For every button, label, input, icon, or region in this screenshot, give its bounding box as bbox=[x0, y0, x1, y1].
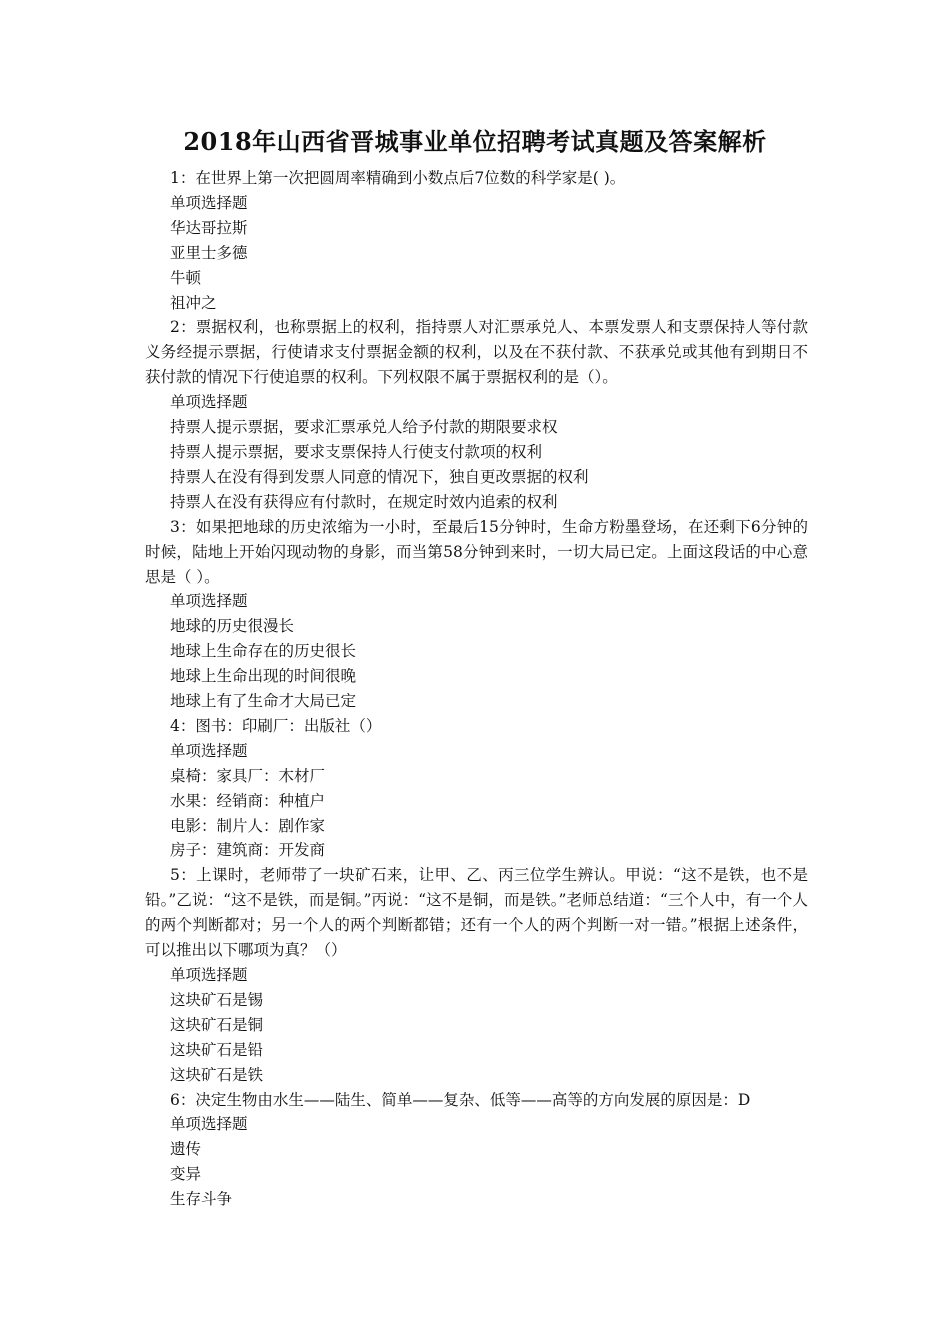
answer-option: 持票人提示票据，要求支票保持人行使支付款项的权利 bbox=[170, 442, 543, 461]
answer-option: 房子：建筑商：开发商 bbox=[170, 841, 326, 860]
answer-option: 地球的历史很漫长 bbox=[170, 617, 295, 636]
answer-option: 持票人在没有获得应有付款时，在规定时效内追索的权利 bbox=[170, 492, 558, 511]
question-type: 单项选择题 bbox=[170, 966, 248, 984]
answer-option: 桌椅：家具厂：木材厂 bbox=[170, 766, 326, 785]
answer-option: 祖冲之 bbox=[170, 293, 217, 312]
question-6 bbox=[145, 1088, 808, 1213]
question-5 bbox=[145, 863, 808, 1087]
question-stem: 6：决定生物由水生——陆生、简单——复杂、低等——高等的方向发展的原因是：D bbox=[170, 1090, 751, 1109]
answer-option: 持票人在没有得到发票人同意的情况下，独自更改票据的权利 bbox=[170, 467, 589, 486]
answer-option: 牛顿 bbox=[170, 268, 202, 287]
question-2 bbox=[145, 315, 808, 514]
answer-option: 遗传 bbox=[170, 1140, 202, 1159]
question-stem: 3：如果把地球的历史浓缩为一小时，至最后15分钟时，生命方粉墨登场，在还剩下6分钟的时候，陆地上开始闪现动物的身影，而当第58分钟到来时，一切大局已定。上面这段话的中心意思是（ ）。 bbox=[145, 517, 808, 586]
answer-option: 亚里士多德 bbox=[170, 243, 248, 262]
question-stem: 5：上课时，老师带了一块矿石来，让甲、乙、丙三位学生辨认。甲说：“这不是铁，也不是铅。”乙说：“这不是铁，而是铜。”丙说：“这不是铜，而是铁。”老师总结道：“三个人中，有一个人的两个判断都对；另一个人的两个判断都错；还有一个人的两个判断一对一错。”根据上述条件，可以推出以下哪项为真？（） bbox=[145, 866, 808, 960]
question-type: 单项选择题 bbox=[170, 1115, 248, 1134]
question-type: 单项选择题 bbox=[170, 393, 248, 412]
question-type: 单项选择题 bbox=[170, 193, 248, 212]
answer-option: 水果：经销商：种植户 bbox=[170, 791, 326, 810]
answer-option: 这块矿石是铁 bbox=[170, 1065, 264, 1084]
answer-option: 这块矿石是锡 bbox=[170, 990, 264, 1009]
answer-option: 电影：制片人：剧作家 bbox=[170, 816, 326, 835]
answer-option: 地球上生命出现的时间很晚 bbox=[170, 667, 357, 686]
answer-option: 华达哥拉斯 bbox=[170, 218, 248, 237]
answer-option: 持票人提示票据，要求汇票承兑人给予付款的期限要求权 bbox=[170, 418, 558, 437]
question-stem: 4：图书：印刷厂：出版社（） bbox=[170, 716, 382, 735]
document-body bbox=[145, 166, 808, 1212]
question-1 bbox=[145, 166, 808, 315]
answer-option: 生存斗争 bbox=[170, 1190, 233, 1209]
question-stem: 1：在世界上第一次把圆周率精确到小数点后7位数的科学家是( )。 bbox=[170, 169, 626, 187]
answer-option: 这块矿石是铜 bbox=[170, 1015, 264, 1034]
question-type: 单项选择题 bbox=[170, 741, 248, 760]
answer-option: 地球上生命存在的历史很长 bbox=[170, 642, 357, 661]
document-title: 2018年山西省晋城事业单位招聘考试真题及答案解析 bbox=[183, 127, 767, 156]
answer-option: 这块矿石是铅 bbox=[170, 1040, 264, 1059]
answer-option: 地球上有了生命才大局已定 bbox=[170, 692, 357, 711]
question-3 bbox=[145, 515, 808, 714]
answer-option: 变异 bbox=[170, 1165, 202, 1184]
question-4 bbox=[145, 714, 808, 863]
question-type: 单项选择题 bbox=[170, 592, 248, 611]
question-stem: 2：票据权利，也称票据上的权利，指持票人对汇票承兑人、本票发票人和支票保持人等付款义务经提示票据，行使请求支付票据金额的权利，以及在不获付款、不获承兑或其他有到期日不获付款的情况下行使追票的权利。下列权限不属于票据权利的是（）。 bbox=[145, 318, 808, 387]
